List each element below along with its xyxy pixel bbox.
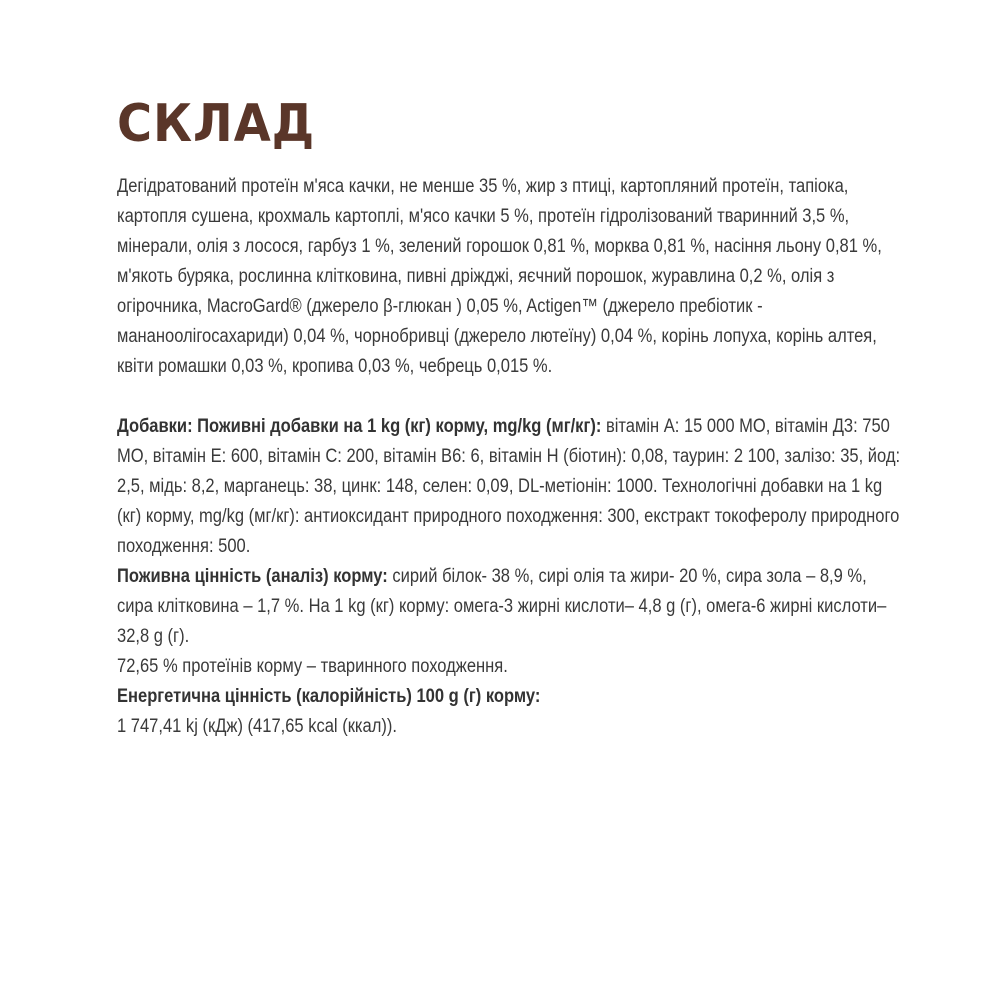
additives-label: Добавки: Поживні добавки на 1 kg (кг) корму, mg/kg (мг/кг): xyxy=(117,416,602,437)
nutritional-value-text: сирий білок- 38 %, сирі олія та жири- 20 %, сира зола – 8,9 %, сира клітковина – 1,7 %. На 1 kg (кг) корму: омега-3 жирні кислоти– 4,8 g (г), омега-6 жирні кислоти– 32,8 g (г). xyxy=(117,566,887,647)
nutritional-value-paragraph xyxy=(117,562,904,652)
page-title: СКЛАД xyxy=(117,94,316,154)
additives-paragraph xyxy=(117,412,904,562)
energy-value-paragraph xyxy=(117,682,904,742)
energy-value-label: Енергетична цінність (калорійність) 100 g (г) корму: xyxy=(117,686,541,707)
energy-value-text: 1 747,41 kj (кДж) (417,65 kcal (ккал)). xyxy=(117,716,397,737)
spacer xyxy=(117,382,917,412)
additives-text: вітамін А: 15 000 МО, вітамін Д3: 750 МО, вітамін Е: 600, вітамін С: 200, вітамін В6: 6, вітамін Н (біотин): 0,08, таурин: 2 100, залізо: 35, йод: 2,5, мідь: 8,2, марганець: 38, цинк: 148, селен: 0,09, DL-метіонін: 1000. Технологічні добавки на 1 kg (кг) корму, mg/kg (мг/кг): антиоксидант природного походження: 300, екстракт токоферолу природного походження: 500. xyxy=(117,416,901,557)
animal-protein-note: 72,65 % протеїнів корму – тваринного походження. xyxy=(117,656,508,677)
composition-page xyxy=(117,92,917,742)
nutritional-value-label: Поживна цінність (аналіз) корму: xyxy=(117,566,388,587)
composition-text: Дегідратований протеїн м'яса качки, не менше 35 %, жир з птиці, картопляний протеїн, тапіока, картопля сушена, крохмаль картоплі, м'ясо качки 5 %, протеїн гідролізований тваринний 3,5 %, мінерали, олія з лосося, гарбуз 1 %, зелений горошок 0,81 %, морква 0,81 %, насіння льону 0,81 %, м'якоть буряка, рослинна клітковина, пивні дріжджі, яєчний порошок, журавлина 0,2 %, олія з огірочника, MacroGard® (джерело β-глюкан ) 0,05 %, Actigen™ (джерело пребіотик - мананоолігосахариди) 0,04 %, чорнобривці (джерело лютеїну) 0,04 %, корінь лопуха, корінь алтея, квіти ромашки 0,03 %, кропива 0,03 %, чебрець 0,015 %. xyxy=(117,176,882,377)
